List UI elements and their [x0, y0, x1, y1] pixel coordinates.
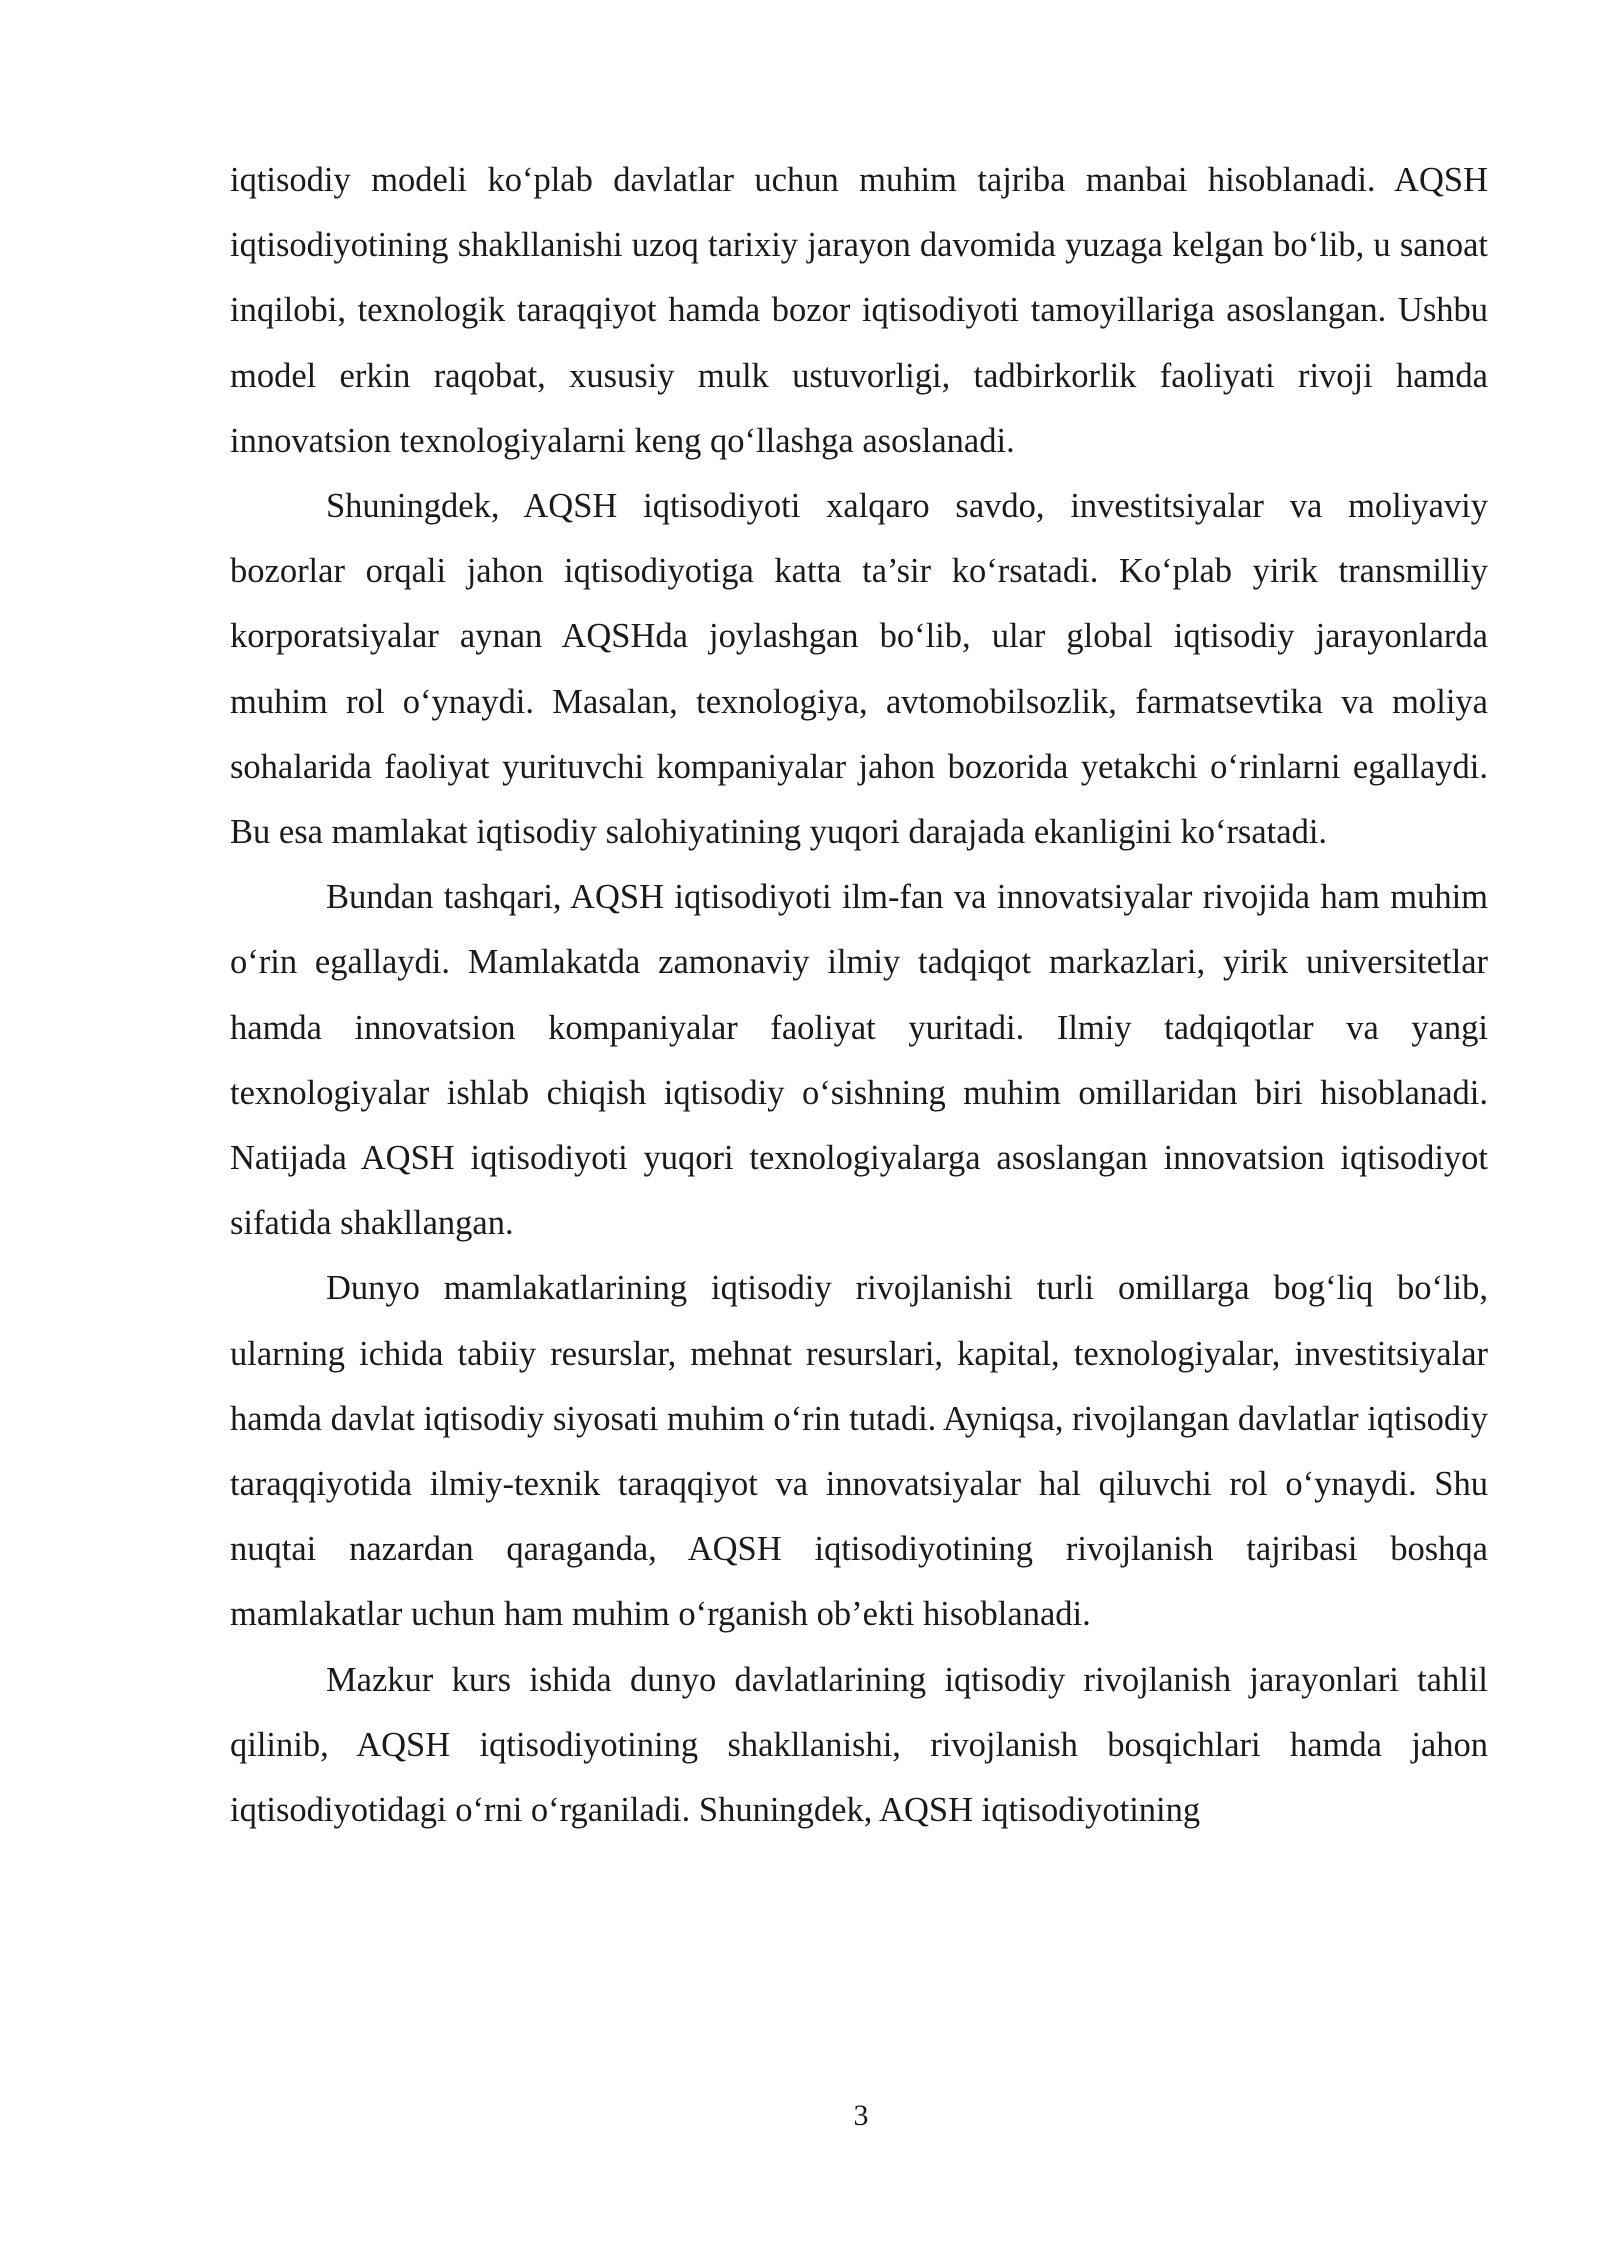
body-text — [230, 148, 1488, 1843]
paragraph: Shuningdek, AQSH iqtisodiyoti xalqaro savdo, investitsiyalar va moliyaviy bozorlar orqali jahon iqtisodiyotiga katta ta’sir ko‘rsatadi. Ko‘plab yirik transmilliy korporatsiyalar aynan AQSHda joylashgan bo‘lib, ular global iqtisodiy jarayonlarda muhim rol o‘ynaydi. Masalan, texnologiya, avtomobilsozlik, farmatsevtika va moliya sohalarida faoliyat yurituvchi kompaniyalar jahon bozorida yetakchi o‘rinlarni egallaydi. Bu esa mamlakat iqtisodiy salohiyatining yuqori darajada ekanligini ko‘rsatadi. — [230, 487, 1488, 852]
paragraph: Mazkur kurs ishida dunyo davlatlarining iqtisodiy rivojlanish jarayonlari tahlil qilinib, AQSH iqtisodiyotining shakllanishi, rivojlanish bosqichlari hamda jahon iqtisodiyotidagi o‘rni o‘rganiladi. Shuningdek, AQSH iqtisodiyotining — [230, 1660, 1488, 1830]
paragraph: Bundan tashqari, AQSH iqtisodiyoti ilm-fan va innovatsiyalar rivojida ham muhim o‘rin egallaydi. Mamlakatda zamonaviy ilmiy tadqiqot markazlari, yirik universitetlar hamda innovatsion kompaniyalar faoliyat yuritadi. Ilmiy tadqiqotlar va yangi texnologiyalar ishlab chiqish iqtisodiy o‘sishning muhim omillaridan biri hisoblanadi. Natijada AQSH iqtisodiyoti yuqori texnologiyalarga asoslangan innovatsion iqtisodiyot sifatida shakllangan. — [230, 878, 1488, 1243]
paragraph: Dunyo mamlakatlarining iqtisodiy rivojlanishi turli omillarga bog‘liq bo‘lib, ularning ichida tabiiy resurslar, mehnat resurslari, kapital, texnologiyalar, investitsiyalar hamda davlat iqtisodiy siyosati muhim o‘rin tutadi. Ayniqsa, rivojlangan davlatlar iqtisodiy taraqqiyotida ilmiy-texnik taraqqiyot va innovatsiyalar hal qiluvchi rol o‘ynaydi. Shu nuqtai nazardan qaraganda, AQSH iqtisodiyotining rivojlanish tajribasi boshqa mamlakatlar uchun ham muhim o‘rganish ob’ekti hisoblanadi. — [230, 1269, 1488, 1634]
paragraph-continuation: iqtisodiy modeli ko‘plab davlatlar uchun muhim tajriba manbai hisoblanadi. AQSH iqtisodiyotining shakllanishi uzoq tarixiy jarayon davomida yuzaga kelgan bo‘lib, u sanoat inqilobi, texnologik taraqqiyot hamda bozor iqtisodiyoti tamoyillariga asoslangan. Ushbu model erkin raqobat, xususiy mulk ustuvorligi, tadbirkorlik faoliyati rivoji hamda innovatsion texnologiyalarni keng qo‘llashga asoslanadi. — [230, 161, 1488, 460]
page-number: 3 — [853, 2099, 869, 2132]
